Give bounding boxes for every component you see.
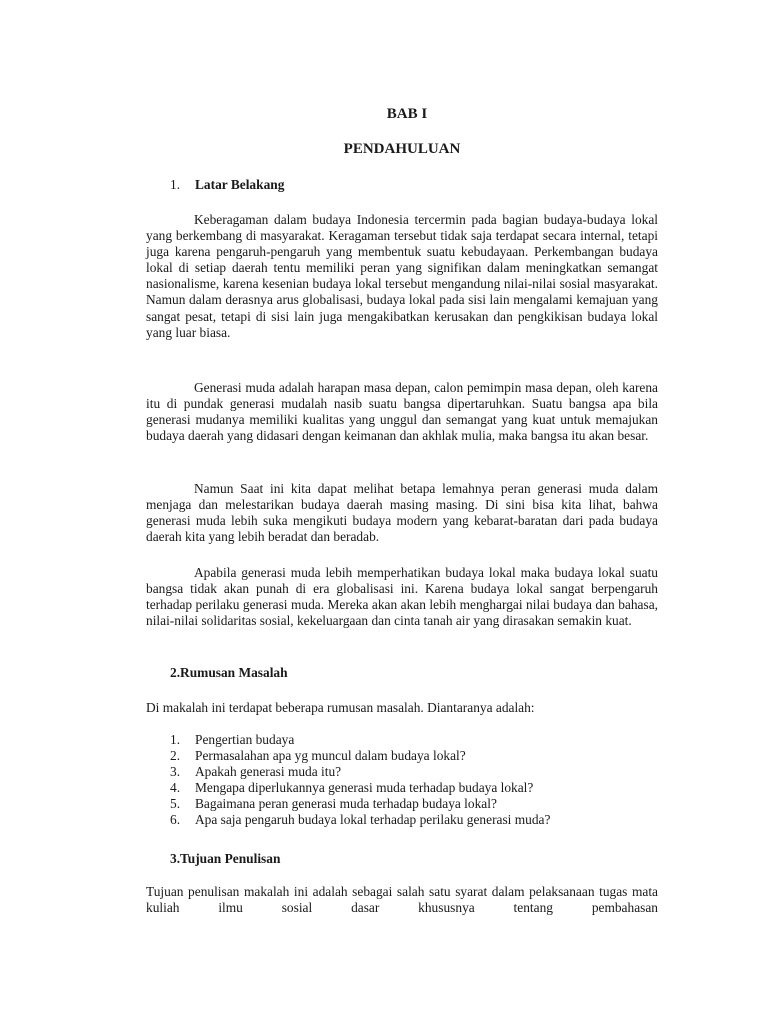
list-item: 4. Mengapa diperlukannya generasi muda terhadap budaya lokal? (170, 780, 534, 796)
section-heading-latar-belakang (170, 177, 284, 193)
section-number: 1. (170, 177, 181, 192)
paragraph-apabila: Apabila generasi muda lebih memperhatikan budaya lokal maka budaya lokal suatu bangsa tidak akan punah di era globalisasi ini. Karena budaya lokal sangat berpengaruh terhadap perilaku generasi muda. Mereka akan akan lebih menghargai nilai budaya dan bahasa, nilai-nilai solidaritas sosial, kekeluargaan dan cinta tanah air yang dirasakan semakin kuat. (146, 565, 658, 629)
list-item: 1. Pengertian budaya (170, 732, 295, 747)
section-heading-tujuan-penulisan: 3.Tujuan Penulisan (170, 851, 281, 866)
paragraph-tujuan: Tujuan penulisan makalah ini adalah sebagai salah satu syarat dalam pelaksanaan tugas mata kuliah ilmu sosial dasar khususnya tentang pembahasan (146, 884, 658, 916)
section-title: Latar Belakang (195, 177, 285, 192)
paragraph-rumusan-intro: Di makalah ini terdapat beberapa rumusan masalah. Diantaranya adalah: (146, 700, 535, 715)
list-item: 5. Bagaimana peran generasi muda terhadap budaya lokal? (170, 796, 497, 812)
chapter-number: BAB I (386, 106, 428, 122)
paragraph-namun-saat-ini: Namun Saat ini kita dapat melihat betapa lemahnya peran generasi muda dalam menjaga dan melestarikan budaya daerah masing masing. Di sini bisa kita lihat, bahwa generasi muda lebih suka mengikuti budaya modern yang kebarat-baratan dari pada budaya daerah kita yang lebih beradat dan beradab. (146, 481, 658, 545)
list-item: 6. Apa saja pengaruh budaya lokal terhadap perilaku generasi muda? (170, 812, 551, 828)
chapter-title: PENDAHULUAN (343, 141, 461, 157)
section-heading-rumusan-masalah: 2.Rumusan Masalah (170, 665, 288, 680)
list-item: 2. Permasalahan apa yg muncul dalam budaya lokal? (170, 748, 466, 764)
paragraph-generasi-muda: Generasi muda adalah harapan masa depan, calon pemimpin masa depan, oleh karena itu di pundak generasi mudalah nasib suatu bangsa dipertaruhkan. Suatu bangsa apa bila generasi mudanya memiliki kualitas yang unggul dan semangat yang kuat untuk memajukan budaya daerah yang didasari dengan keimanan dan akhlak mulia, maka bangsa itu akan besar. (146, 380, 658, 444)
rumusan-masalah-list (170, 732, 550, 829)
document-page (146, 0, 658, 1024)
list-item: 3. Apakah generasi muda itu? (170, 764, 342, 780)
paragraph-keberagaman: Keberagaman dalam budaya Indonesia tercermin pada bagian budaya-budaya lokal yang berkembang di masyarakat. Keragaman tersebut tidak saja terdapat secara internal, tetapi juga karena pengaruh-pengaruh yang membentuk suatu kebudayaan. Perkembangan budaya lokal di setiap daerah tentu memiliki peran yang signifikan dalam meningkatkan semangat nasionalisme, karena kesenian budaya lokal tersebut mengandung nilai-nilai sosial masyarakat. Namun dalam derasnya arus globalisasi, budaya lokal pada sisi lain mengalami kemajuan yang sangat pesat, tetapi di sisi lain juga mengakibatkan kerusakan dan pengkikisan budaya lokal yang luar biasa. (146, 212, 658, 340)
